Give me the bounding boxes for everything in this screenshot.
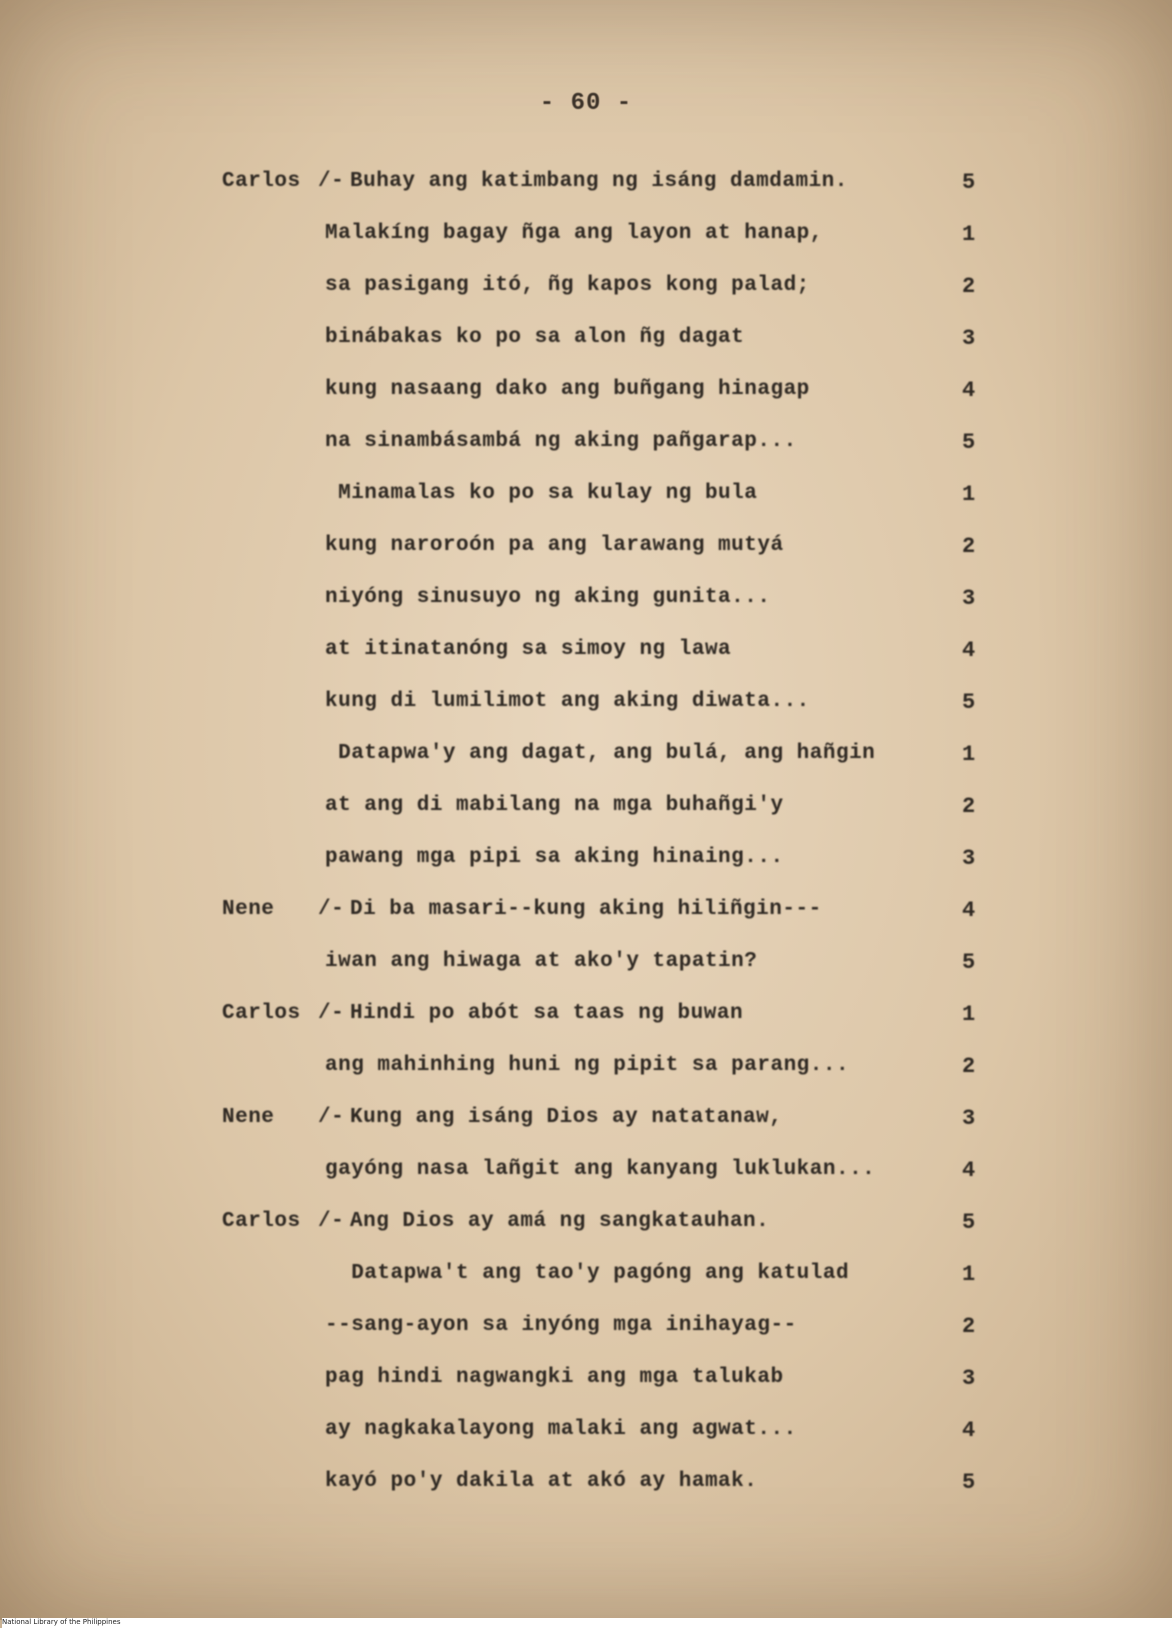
verse-text: Malakíng bagay ñga ang layon at hanap,	[325, 222, 823, 245]
verse-line	[0, 534, 1172, 574]
line-count: 1	[962, 742, 976, 767]
line-count: 4	[962, 638, 976, 663]
verse-text: sa pasigang itó, ñg kapos kong palad;	[325, 274, 810, 297]
verse-line	[0, 794, 1172, 834]
verse-line	[0, 846, 1172, 886]
speaker-name: Nene	[222, 1106, 275, 1129]
page-number: - 60 -	[539, 90, 633, 117]
line-count: 4	[962, 378, 976, 403]
line-count: 2	[962, 274, 976, 299]
speaker-name: Carlos	[222, 170, 301, 193]
verse-text: kayó po'y dakila at akó ay hamak.	[325, 1470, 758, 1493]
verse-line	[0, 170, 1172, 210]
line-count: 1	[962, 1262, 976, 1287]
speaker-marker: /-	[318, 170, 345, 193]
verse-text: ang mahinhing huni ng pipit sa parang...	[325, 1054, 850, 1077]
line-count: 3	[962, 326, 976, 351]
speaker-name: Carlos	[222, 1210, 301, 1233]
verse-text: kung nasaang dako ang buñgang hinagap	[325, 378, 810, 401]
line-count: 4	[962, 898, 976, 923]
line-count: 3	[962, 586, 976, 611]
speaker-marker: /-	[318, 1210, 345, 1233]
line-count: 5	[962, 950, 976, 975]
verse-text: --sang-ayon sa inyóng mga inihayag--	[325, 1314, 797, 1337]
verse-text: na sinambásambá ng aking pañgarap...	[325, 430, 797, 453]
line-count: 2	[962, 534, 976, 559]
verse-line	[0, 1106, 1172, 1146]
line-count: 4	[962, 1418, 976, 1443]
line-count: 3	[962, 1366, 976, 1391]
line-count: 4	[962, 1158, 976, 1183]
verse-text: at itinatanóng sa simoy ng lawa	[325, 638, 732, 661]
speaker-name: Carlos	[222, 1002, 301, 1025]
verse-text: Datapwa'y ang dagat, ang bulá, ang hañgin	[325, 742, 876, 765]
verse-line	[0, 950, 1172, 990]
verse-text: Kung ang isáng Dios ay natatanaw,	[350, 1106, 783, 1129]
verse-text: binábakas ko po sa alon ñg dagat	[325, 326, 745, 349]
verse-text: niyóng sinusuyo ng aking gunita...	[325, 586, 771, 609]
verse-text: at ang di mabilang na mga buhañgi'y	[325, 794, 784, 817]
line-count: 1	[962, 222, 976, 247]
line-count: 5	[962, 430, 976, 455]
speaker-marker: /-	[318, 1106, 345, 1129]
verse-line	[0, 1002, 1172, 1042]
line-count: 5	[962, 1210, 976, 1235]
verse-line	[0, 1210, 1172, 1250]
verse-text: kung di lumilimot ang aking diwata...	[325, 690, 810, 713]
verse-text: iwan ang hiwaga at ako'y tapatin?	[325, 950, 758, 973]
verse-text: ay nagkakalayong malaki ang agwat...	[325, 1418, 797, 1441]
verse-text: Hindi po abót sa taas ng buwan	[350, 1002, 744, 1025]
verse-line	[0, 1054, 1172, 1094]
line-count: 5	[962, 170, 976, 195]
verse-line	[0, 1470, 1172, 1510]
line-count: 3	[962, 846, 976, 871]
verse-text: Buhay ang katimbang ng isáng damdamin.	[350, 170, 848, 193]
verse-text: kung naroroón pa ang larawang mutyá	[325, 534, 784, 557]
verse-line	[0, 586, 1172, 626]
line-count: 5	[962, 1470, 976, 1495]
line-count: 5	[962, 690, 976, 715]
verse-line	[0, 1158, 1172, 1198]
verse-line	[0, 378, 1172, 418]
speaker-name: Nene	[222, 898, 275, 921]
verse-text: Minamalas ko po sa kulay ng bula	[325, 482, 758, 505]
line-count: 1	[962, 1002, 976, 1027]
verse-line	[0, 430, 1172, 470]
verse-line	[0, 1314, 1172, 1354]
footer-credit: National Library of the Philippines	[2, 1618, 1172, 1628]
verse-line	[0, 222, 1172, 262]
line-count: 1	[962, 482, 976, 507]
line-count: 2	[962, 1054, 976, 1079]
verse-line	[0, 1366, 1172, 1406]
line-count: 2	[962, 794, 976, 819]
speaker-marker: /-	[318, 1002, 345, 1025]
verse-text: gayóng nasa lañgit ang kanyang luklukan...	[325, 1158, 876, 1181]
verse-text: Ang Dios ay amá ng sangkatauhan.	[350, 1210, 770, 1233]
verse-line	[0, 1262, 1172, 1302]
verse-line	[0, 898, 1172, 938]
verse-line	[0, 274, 1172, 314]
verse-line	[0, 326, 1172, 366]
line-count: 3	[962, 1106, 976, 1131]
verse-line	[0, 482, 1172, 522]
verse-line	[0, 690, 1172, 730]
verse-text: pag hindi nagwangki ang mga talukab	[325, 1366, 784, 1389]
verse-line	[0, 742, 1172, 782]
verse-text: pawang mga pipi sa aking hinaing...	[325, 846, 784, 869]
verse-line	[0, 638, 1172, 678]
line-count: 2	[962, 1314, 976, 1339]
verse-text: Di ba masari--kung aking hiliñgin---	[350, 898, 822, 921]
verse-line	[0, 1418, 1172, 1458]
speaker-marker: /-	[318, 898, 345, 921]
verse-text: Datapwa't ang tao'y pagóng ang katulad	[325, 1262, 850, 1285]
